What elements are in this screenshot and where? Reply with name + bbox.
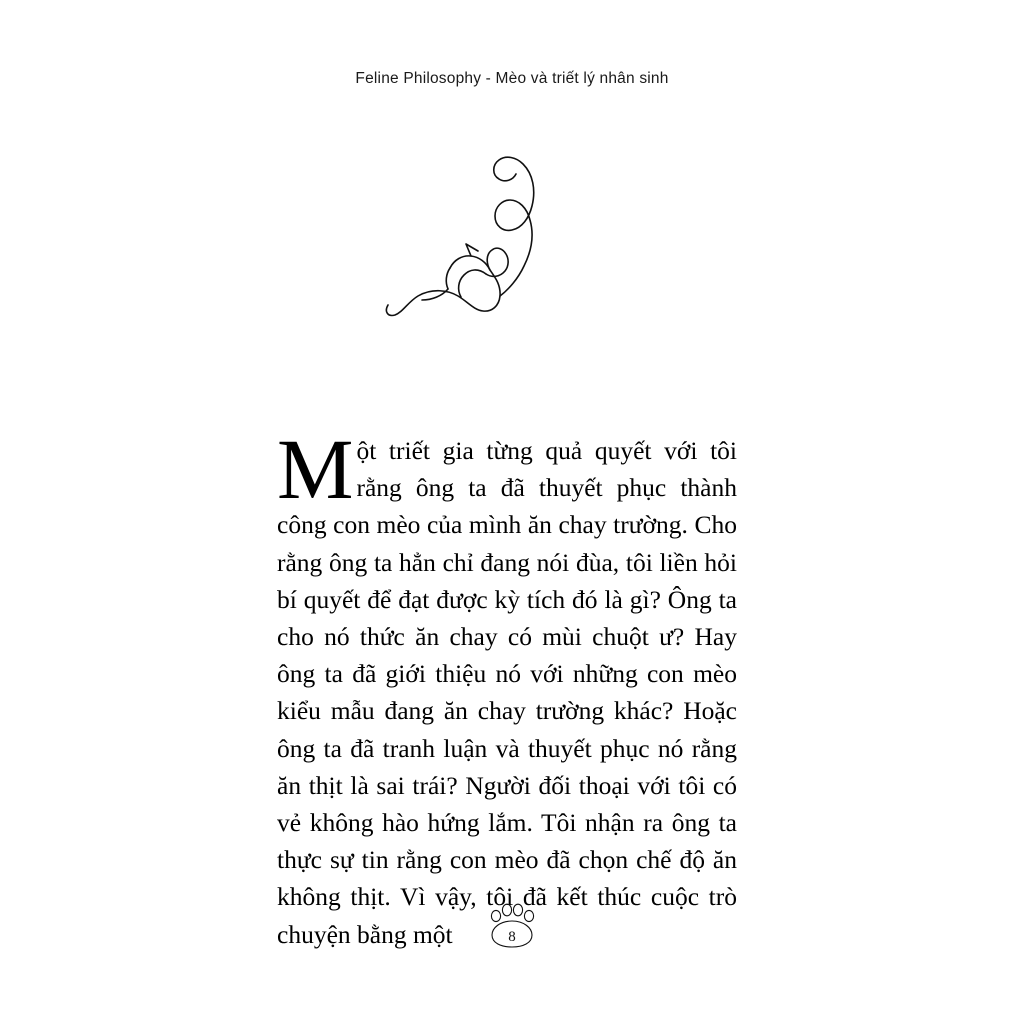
page-number: 8 [508,929,516,945]
running-head: Feline Philosophy - Mèo và triết lý nhân sinh [355,70,669,87]
page-folio [0,902,1024,952]
body-column [277,421,737,953]
body-paragraph [277,421,737,953]
body-paragraph-text: ột triết gia từng quả quyết với tôi rằng ông ta đã thuyết phục thành công con mèo của mình ăn chay trường. Cho rằng ông ta hẳn chỉ đang nói đùa, tôi liền hỏi bí quyết để đạt được kỳ tích đó là gì? Ông ta cho nó thức ăn chay có mùi chuột ư? Hay ông ta đã giới thiệu nó với những con mèo kiểu mẫu đang ăn chay trường khác? Hoặc ông ta đã tranh luận và thuyết phục nó rằng ăn thịt là sai trái? Người đối thoại với tôi có vẻ không hào hứng lắm. Tôi nhận ra ông ta thực sự tin rằng con mèo đã chọn chế độ ăn không thịt. Vì vậy, tôi đã kết thúc cuộc trò chuyện bằng một [277,436,737,949]
line-art-stretching-cat-icon [0,150,1024,350]
drop-cap: M [277,421,354,517]
